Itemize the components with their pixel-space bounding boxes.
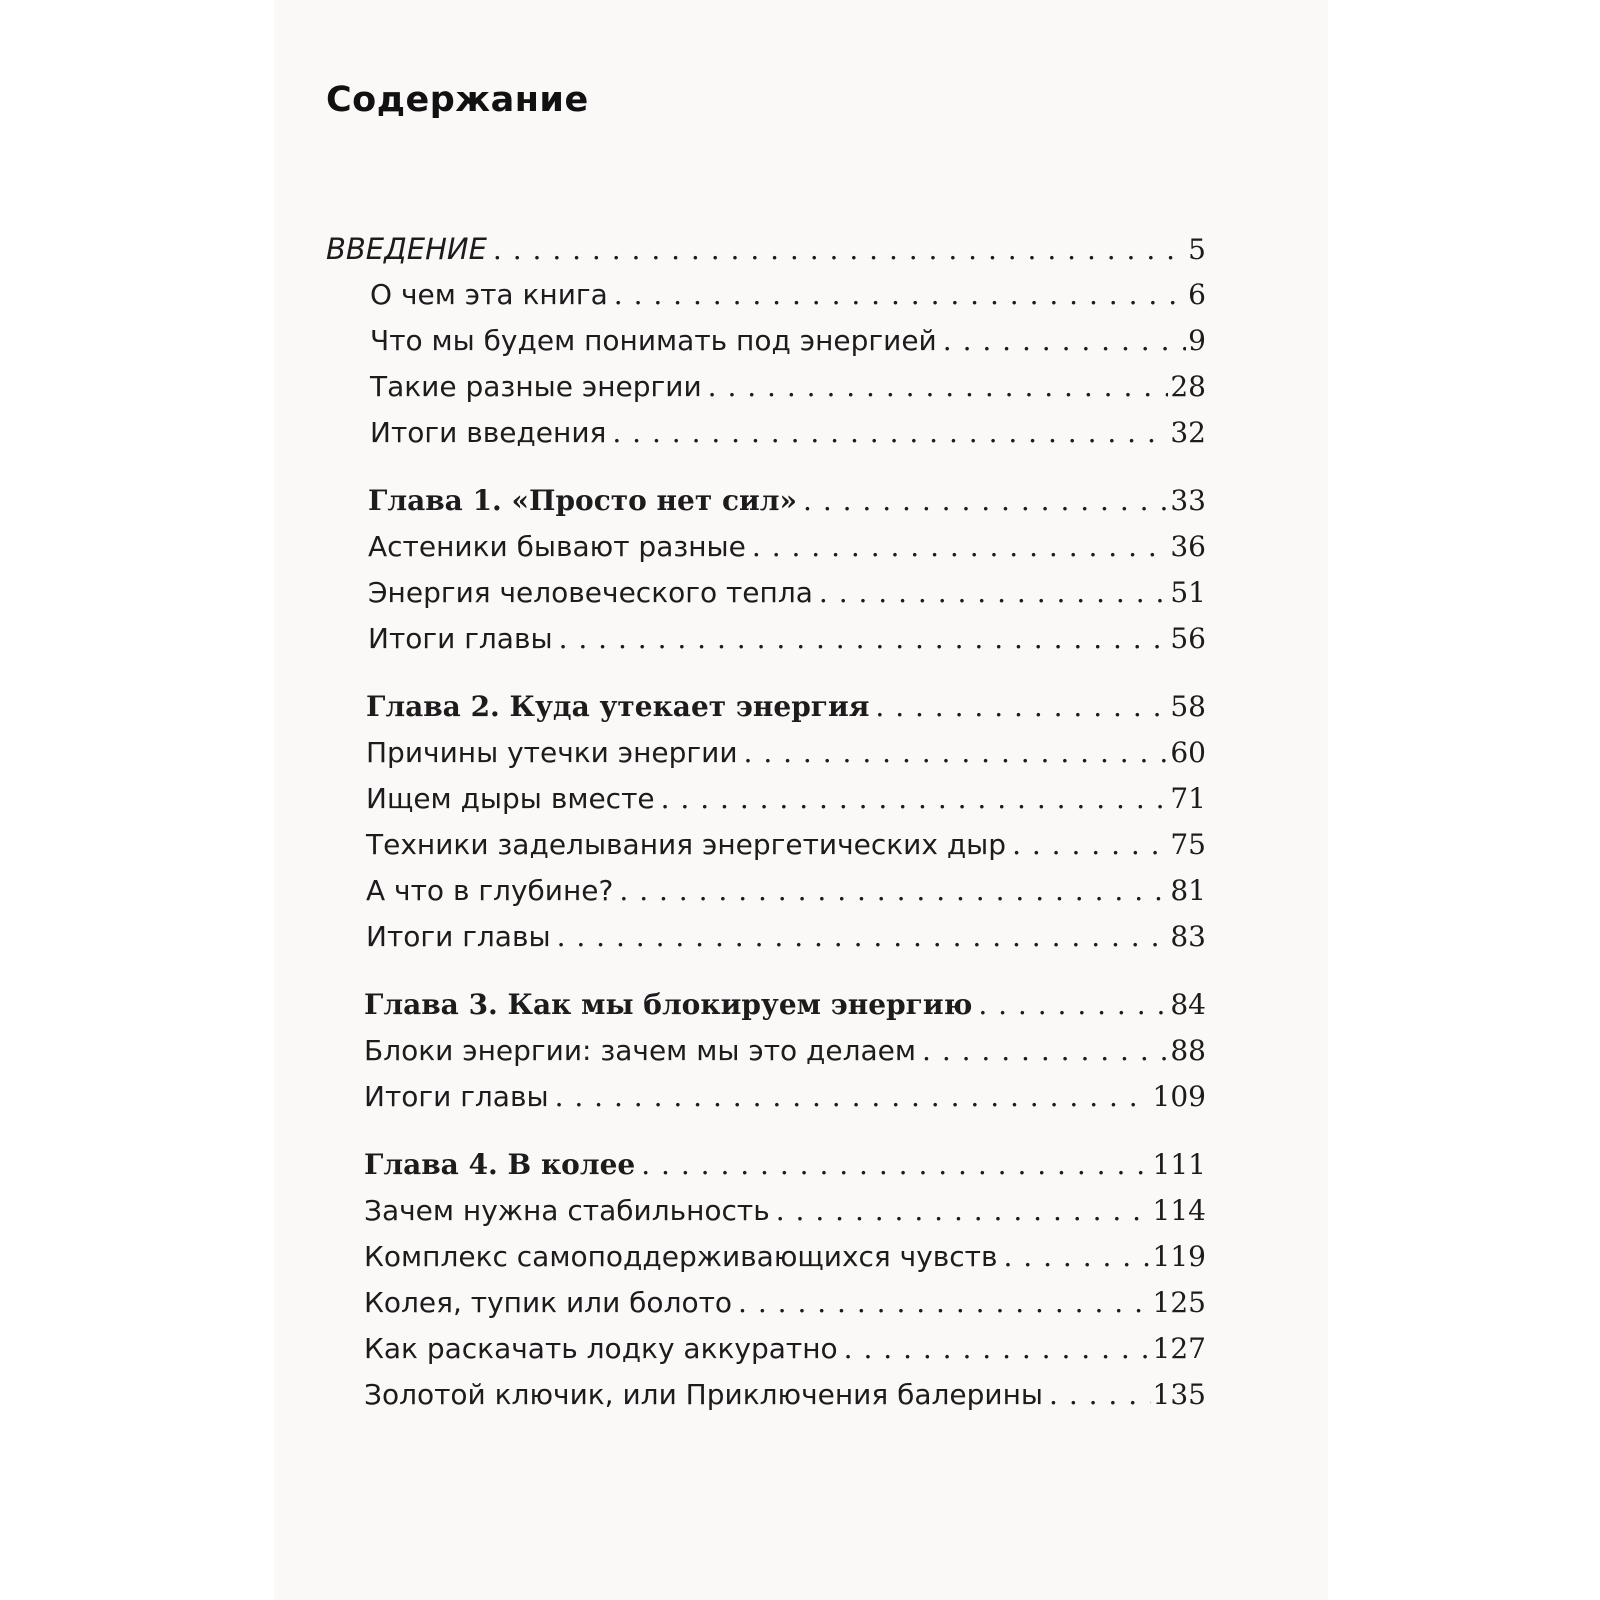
dot-leader <box>555 1080 1151 1113</box>
dot-leader <box>922 1034 1168 1067</box>
toc-entry <box>364 1378 1206 1411</box>
toc-entry-title: Такие разные энергии <box>370 370 702 403</box>
toc-entry <box>366 828 1206 861</box>
toc-entry-page: 83 <box>1170 920 1206 953</box>
toc-entry-page: 9 <box>1188 324 1206 357</box>
dot-leader <box>614 278 1186 311</box>
toc-entry <box>364 1080 1206 1113</box>
toc-entry <box>366 782 1206 815</box>
dot-leader <box>661 782 1169 815</box>
toc-entry-title: Техники заделывания энергетических дыр <box>366 828 1007 861</box>
toc-entry-page: 75 <box>1170 828 1206 861</box>
toc-chapter <box>364 988 1206 1021</box>
toc-entry-title: Глава 1. «Просто нет сил» <box>368 484 798 517</box>
toc-entry-title: Итоги введения <box>370 416 607 449</box>
toc-entry <box>364 1286 1206 1319</box>
dot-leader <box>752 530 1168 563</box>
dot-leader <box>559 622 1169 655</box>
toc-entry-page: 127 <box>1152 1332 1206 1365</box>
dot-leader <box>641 1148 1150 1181</box>
toc-entry <box>364 1194 1206 1227</box>
toc-chapter <box>364 1148 1206 1181</box>
toc-entry-title: Глава 3. Как мы блокируем энергию <box>364 988 973 1021</box>
toc-entry <box>364 1240 1206 1273</box>
toc-entry-page: 88 <box>1170 1034 1206 1067</box>
dot-leader <box>803 484 1168 517</box>
toc-entry-title: Итоги главы <box>366 920 551 953</box>
toc-intro <box>326 232 1206 266</box>
toc-entry <box>370 370 1206 403</box>
toc-entry-page: 125 <box>1152 1286 1206 1319</box>
dot-leader <box>844 1332 1151 1365</box>
dot-leader <box>943 324 1186 357</box>
toc-entry <box>368 622 1206 655</box>
book-page <box>274 0 1328 1600</box>
toc-entry <box>370 324 1206 357</box>
dot-leader <box>978 988 1168 1021</box>
toc-entry <box>368 576 1206 609</box>
toc-entry-page: 71 <box>1170 782 1206 815</box>
dot-leader <box>619 874 1168 907</box>
toc-entry-title: Колея, тупик или болото <box>364 1286 733 1319</box>
page-title: Содержание <box>326 80 589 120</box>
toc-entry-page: 84 <box>1170 988 1206 1021</box>
toc-entry-page: 5 <box>1188 233 1206 266</box>
toc-entry <box>364 1034 1206 1067</box>
toc-entry-title: Астеники бывают разные <box>368 530 746 563</box>
dot-leader <box>1049 1378 1151 1411</box>
dot-leader <box>875 690 1168 723</box>
toc-entry <box>370 278 1206 311</box>
toc-entry-page: 6 <box>1188 278 1206 311</box>
toc-entry-page: 111 <box>1152 1148 1206 1181</box>
toc-entry-page: 114 <box>1152 1194 1206 1227</box>
toc-entry-title: А что в глубине? <box>366 874 614 907</box>
toc-entry-page: 60 <box>1170 736 1206 769</box>
toc-entry-title: Итоги главы <box>364 1080 549 1113</box>
toc-entry-page: 28 <box>1170 370 1206 403</box>
toc-entry-title: Золотой ключик, или Приключения балерины <box>364 1378 1044 1411</box>
toc-entry-title: Комплекс самоподдерживающихся чувств <box>364 1240 998 1273</box>
dot-leader <box>708 370 1169 403</box>
dot-leader <box>744 736 1169 769</box>
toc-entry <box>366 920 1206 953</box>
toc-entry-title: Как раскачать лодку аккуратно <box>364 1332 838 1365</box>
dot-leader <box>738 1286 1151 1319</box>
toc-entry-title: Зачем нужна стабильность <box>364 1194 770 1227</box>
toc-chapter <box>366 690 1206 723</box>
toc-entry <box>368 530 1206 563</box>
toc-entry-title: Глава 2. Куда утекает энергия <box>366 690 870 723</box>
toc-entry-page: 33 <box>1170 484 1206 517</box>
toc-entry-title: ВВЕДЕНИЕ <box>326 232 487 266</box>
dot-leader <box>1012 828 1168 861</box>
dot-leader <box>819 576 1168 609</box>
dot-leader <box>493 233 1186 266</box>
toc-entry-title: Глава 4. В колее <box>364 1148 636 1181</box>
toc-entry-title: Что мы будем понимать под энергией <box>370 324 937 357</box>
toc-entry-page: 36 <box>1170 530 1206 563</box>
toc-entry-title: Ищем дыры вместе <box>366 782 655 815</box>
toc-entry <box>370 416 1206 449</box>
toc-entry-page: 109 <box>1152 1080 1206 1113</box>
toc-entry-title: Блоки энергии: зачем мы это делаем <box>364 1034 917 1067</box>
toc-entry <box>366 736 1206 769</box>
toc-entry-page: 81 <box>1170 874 1206 907</box>
dot-leader <box>557 920 1169 953</box>
toc-entry-page: 32 <box>1170 416 1206 449</box>
toc-entry-page: 135 <box>1152 1378 1206 1411</box>
toc-entry-title: О чем эта книга <box>370 278 608 311</box>
toc-entry-title: Причины утечки энергии <box>366 736 738 769</box>
dot-leader <box>776 1194 1151 1227</box>
dot-leader <box>1004 1240 1151 1273</box>
toc-entry <box>364 1332 1206 1365</box>
toc-chapter <box>368 484 1206 517</box>
toc-entry-page: 51 <box>1170 576 1206 609</box>
toc-entry-title: Энергия человеческого тепла <box>368 576 813 609</box>
toc-entry-page: 56 <box>1170 622 1206 655</box>
toc-entry-page: 119 <box>1152 1240 1206 1273</box>
dot-leader <box>612 416 1168 449</box>
toc-entry-page: 58 <box>1170 690 1206 723</box>
toc-entry <box>366 874 1206 907</box>
toc-entry-title: Итоги главы <box>368 622 553 655</box>
